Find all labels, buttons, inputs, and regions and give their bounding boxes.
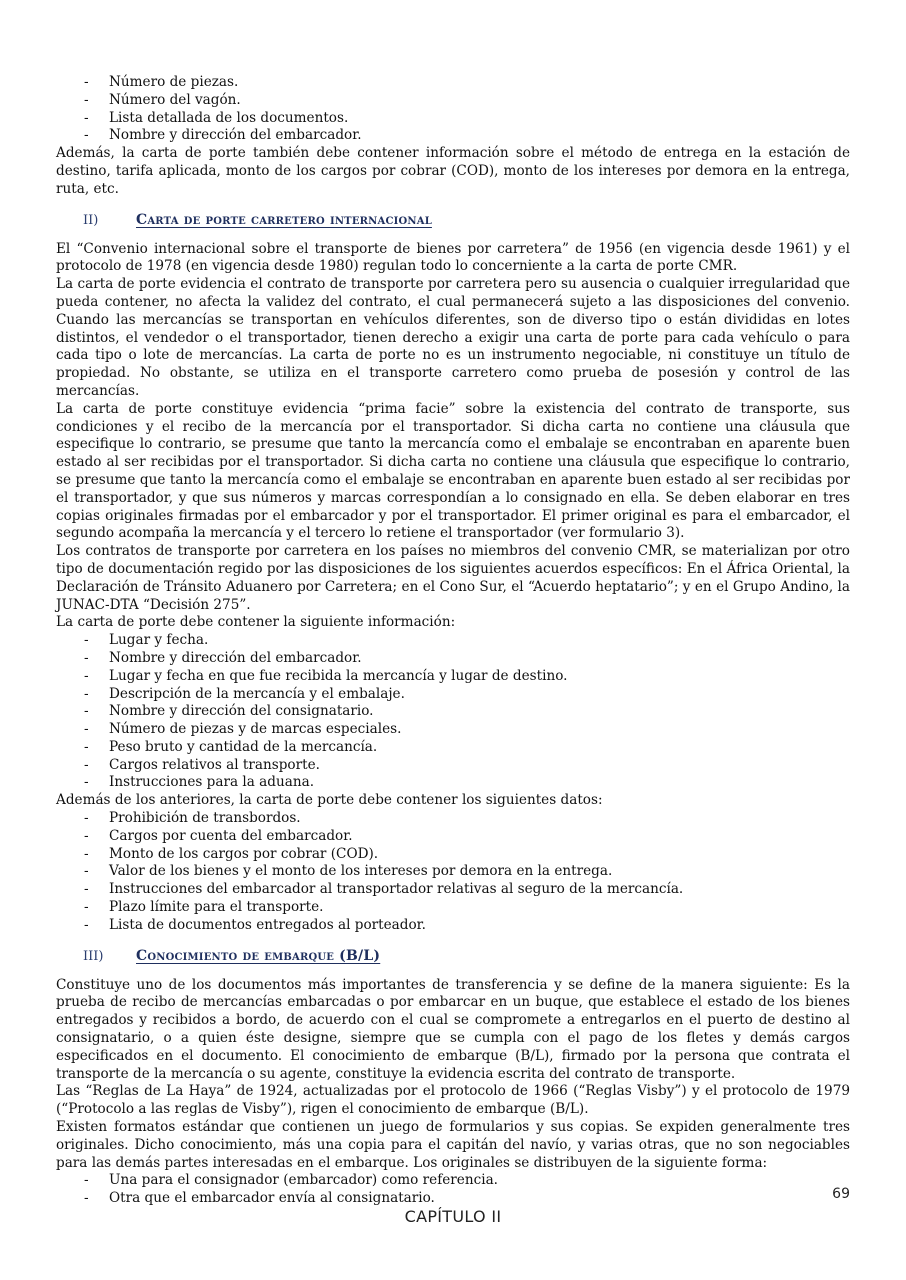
section-title: Carta de porte carretero internacional	[136, 211, 432, 228]
list-item: - Cargos por cuenta del embarcador.	[84, 827, 353, 844]
paragraph: La carta de porte debe contener la siguiente información:	[56, 614, 456, 631]
list-item: - Plazo límite para el transporte.	[84, 899, 324, 916]
paragraph: Además de los anteriores, la carta de porte debe contener los siguientes datos:	[56, 792, 603, 809]
list-info	[56, 632, 850, 792]
paragraph: Además, la carta de porte también debe contener información sobre el método de entrega en la estación de destino, tarifa aplicada, monto de los cargos por cobrar (COD), monto de los intereses por demora en la entrega, ruta, etc.	[56, 145, 850, 197]
section-number: III)	[83, 948, 104, 964]
list-item: - Otra que el embarcador envía al consignatario.	[84, 1190, 435, 1207]
paragraph: Constituye uno de los documentos más importantes de transferencia y se define de la manera siguiente: Es la prueba de recibo de mercancías embarcadas o por embarcar en un buque, que establece el estado de los bienes entregados y recibidos a bordo, de acuerdo con el cual se compromete a entregarlos en el puerto de destino al consignatario, o a quien éste designe, siempre que se cumpla con el pago de los fletes y demás cargos especificados en el documento. El conocimiento de embarque (B/L), firmado por la persona que contrata el transporte de la mercancía o su agente, constituye la evidencia escrita del contrato de transporte.	[56, 976, 850, 1082]
list-item: - Lugar y fecha.	[84, 632, 209, 649]
list-item: - Nombre y dirección del consignatario.	[84, 703, 374, 720]
list-item: - Número de piezas y de marcas especiales.	[84, 721, 402, 738]
paragraph: La carta de porte evidencia el contrato de transporte por carretera pero su ausencia o cualquier irregularidad que pueda contener, no afecta la validez del contrato, el cual permanecerá sujeto a las disposiciones del convenio. Cuando las mercancías se transportan en vehículos diferentes, son de diverso tipo o están divididas en lotes distintos, el vendedor o el transportador, tienen derecho a exigir una carta de porte para cada vehículo o para cada tipo o lote de mercancías. La carta de porte no es un instrumento negociable, ni constituye un título de propiedad. No obstante, se utiliza en el transporte carretero como prueba de posesión y control de las mercancías.	[56, 276, 850, 399]
page-number: 69	[832, 1186, 850, 1202]
section-title: Conocimiento de embarque (B/L)	[136, 947, 381, 964]
list-item: - Nombre y dirección del embarcador.	[84, 127, 362, 144]
list-item: - Instrucciones para la aduana.	[84, 774, 315, 791]
paragraph: La carta de porte constituye evidencia “prima facie” sobre la existencia del contrato de transporte, sus condiciones y el recibo de la mercancía por el transportador. Si dicha carta no contiene una cláusula que especifique lo contrario, se presume que tanto la mercancía como el embalaje se encontraban en aparente buen estado al ser recibidas por el transportador. Si dicha carta no contiene una cláusula que especifique lo contrario, se presume que tanto la mercancía como el embalaje se encontraban en aparente buen estado al ser recibidas por el transportador, y que sus números y marcas correspondían a lo consignado en ella. Se deben elaborar en tres copias originales firmadas por el embarcador y por el transportador. El primer original es para el embarcador, el segundo acompaña la mercancía y el tercero lo retiene el transportador (ver formulario 3).	[56, 400, 850, 542]
list-item: - Monto de los cargos por cobrar (COD).	[84, 845, 379, 862]
list-item: - Descripción de la mercancía y el embalaje.	[84, 685, 405, 702]
list-item: - Lugar y fecha en que fue recibida la mercancía y lugar de destino.	[84, 667, 568, 684]
list-item: - Prohibición de transbordos.	[84, 810, 301, 827]
paragraph: Los contratos de transporte por carretera en los países no miembros del convenio CMR, se materializan por otro tipo de documentación regido por las disposiciones de los siguientes acuerdos específicos: En el África Oriental, la Declaración de Tránsito Aduanero por Carretera; en el Cono Sur, el “Acuerdo heptatario”; y en el Grupo Andino, la JUNAC-DTA “Decisión 275”.	[56, 543, 850, 613]
document-body	[56, 74, 850, 1208]
paragraph: El “Convenio internacional sobre el transporte de bienes por carretera” de 1956 (en vigencia desde 1961) y el protocolo de 1978 (en vigencia desde 1980) regulan todo lo concerniente a la carta de porte CMR.	[56, 240, 850, 275]
list-item: - Una para el consignador (embarcador) como referencia.	[84, 1172, 498, 1189]
list-item: - Peso bruto y cantidad de la mercancía.	[84, 738, 378, 755]
section-number: II)	[83, 212, 99, 228]
list-item: - Cargos relativos al transporte.	[84, 756, 320, 773]
list-datos	[56, 810, 850, 935]
list-item: - Número del vagón.	[84, 91, 241, 108]
list-bl	[56, 1172, 850, 1208]
paragraph: Existen formatos estándar que contienen un juego de formularios y sus copias. Se expiden generalmente tres originales. Dicho conocimiento, más una copia para el capitán del navío, y varias otras, que no son negociables para las demás partes interesadas en el embarque. Los originales se distribuyen de la siguiente forma:	[56, 1119, 850, 1171]
list-item: - Instrucciones del embarcador al transportador relativas al seguro de la mercancía.	[84, 881, 684, 898]
list-item: - Lista detallada de los documentos.	[84, 109, 349, 126]
section-heading-2	[56, 205, 850, 235]
list-top	[56, 74, 850, 145]
list-item: - Valor de los bienes y el monto de los intereses por demora en la entrega.	[84, 863, 613, 880]
list-item: - Número de piezas.	[84, 74, 239, 90]
list-item: - Nombre y dirección del embarcador.	[84, 649, 362, 666]
list-item: - Lista de documentos entregados al porteador.	[84, 916, 426, 933]
paragraph: Las “Reglas de La Haya” de 1924, actualizadas por el protocolo de 1966 (“Reglas Visby”) y el protocolo de 1979 (“Protocolo a las reglas de Visby”), rigen el conocimiento de embarque (B/L).	[56, 1083, 850, 1118]
section-heading-3	[56, 941, 850, 971]
chapter-footer: CAPÍTULO II	[404, 1207, 502, 1226]
